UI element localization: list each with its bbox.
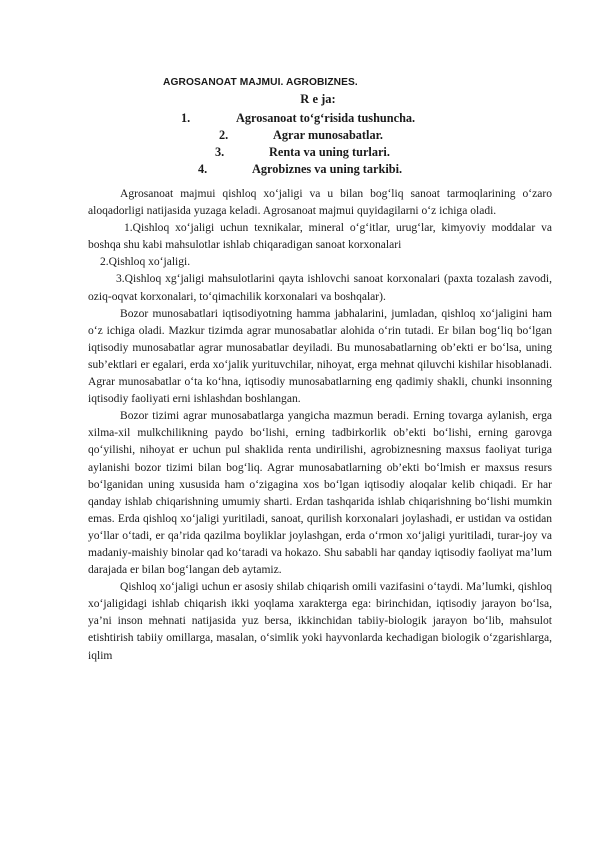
list-item: 1.Qishloq xo‘jaligi uchun texnikalar, mineral o‘g‘itlar, urug‘lar, kimyoviy moddalar va boshqa shu kabi mahsulotlar ishlab chiqaradigan sanoat korxonalari [88, 222, 552, 252]
paragraph: Bozor tizimi agrar munosabatlarga yangicha mazmun beradi. Erning tovarga aylanish, erga xilma-xil mulkchilikning paydo bo‘lishi, erning tadbirkorlik ob’ekti bo‘lishi, erning garovga qo‘yilishi, nihoyat er uchun pul shaklida renta undirilishi, agrobiznesning maxsus faoliyat turiga aylanishi bozor tizimi bilan bog‘liq. Agrar munosabatlarning ob’ekti bo‘lmish er maxsus resurs bo‘lganidan uning xususida ham o‘zigagina xos bo‘lgan iqtisodiy aloqalar kelib chiqadi. Er har qanday ishlab chiqarishning umumiy sharti. Erdan tashqarida ishlab chiqarishning bo‘lishi mumkin emas. Erda qishloq xo‘jaligi yuritiladi, sanoat, qurilish korxonalari joylashadi, er ustidan va ostidan yo‘llar o‘tadi, er qa’rida qazilma boyliklar joylashgan, erda o‘rmon xo‘jaligi yuritiladi, turar-joy va madaniy-maishiy binolar qad ko‘taradi va hokazo. Shu sababli har qanday iqtisodiy faoliyat ma’lum darajada er bilan bog‘langan deb aytamiz. [88, 410, 552, 577]
list-item: 2.Qishloq xo‘jaligi. [100, 256, 191, 269]
paragraph: Qishloq xo‘jaligi uchun er asosiy shilab chiqarish omili vazifasini o‘taydi. Ma’lumki, qishloq xo‘jaligidagi ishlab chiqarish ikki yoqlama xarakterga ega: birinchidan, iqtisodiy jarayon bo‘lsa, ya’ni inson mehnati natijasida yuz bersa, ikkinchidan tabiiy-biologik jarayon bo‘lib, mahsulot etishtirish tabiiy omillarga, masalan, o‘simlik yoki hayvonlarda kechadigan biologik o‘zgarishlarga, iqlim [88, 581, 552, 662]
plan-item: Agrar munosabatlar. [273, 128, 383, 142]
plan-item: Agrobiznes va uning tarkibi. [252, 162, 403, 176]
plan-number: 2. [219, 128, 229, 142]
plan-item: Renta va uning turlari. [269, 145, 390, 159]
paragraph: Agrosanoat majmui qishloq xo‘jaligi va u bilan bog‘liq sanoat tarmoqlarining o‘zaro aloqadorligi natijasida yuzaga keladi. Agrosanoat majmui quyidagilarni o‘z ichiga oladi. [88, 188, 552, 218]
paragraph: Bozor munosabatlari iqtisodiyotning hamma jabhalarini, jumladan, qishloq xo‘jaligini ham o‘z ichiga oladi. Mazkur tizimda agrar munosabatlar alohida o‘rin tutadi. Er bilan bog‘liq bo‘lgan iqtisodiy munosabatlar agrar munosabatlar deyiladi. Bu munosabatlarning ob’ekti er bo‘lsa, uning sub’ektlari er egalari, erda xo‘jalik yurituvchilar, nihoyat, erga mehnat qiluvchi kishilar hisoblanadi. Agrar munosabatlar o‘ta ko‘hna, iqtisodiy munosabatlarning eng qadimiy shakli, chunki insonning iqtisodiy faoliyati erni ishlashdan boshlangan. [88, 307, 552, 406]
plan-item: Agrosanoat to‘g‘risida tushuncha. [236, 111, 416, 125]
plan-number: 1. [181, 111, 191, 125]
plan-heading: R e ja: [300, 92, 336, 106]
document-body [88, 186, 552, 665]
list-item: 3.Qishloq xg‘jaligi mahsulotlarini qayta ishlovchi sanoat korxonalari (paxta tozalash zavodi, oziq-oqvat korxonalari, to‘qimachilik korxonalari va boshqalar). [88, 273, 552, 303]
document-title: AGROSANOAT MAJMUI. AGROBIZNES. [163, 77, 358, 88]
plan-number: 4. [198, 162, 208, 176]
plan-number: 3. [215, 145, 225, 159]
